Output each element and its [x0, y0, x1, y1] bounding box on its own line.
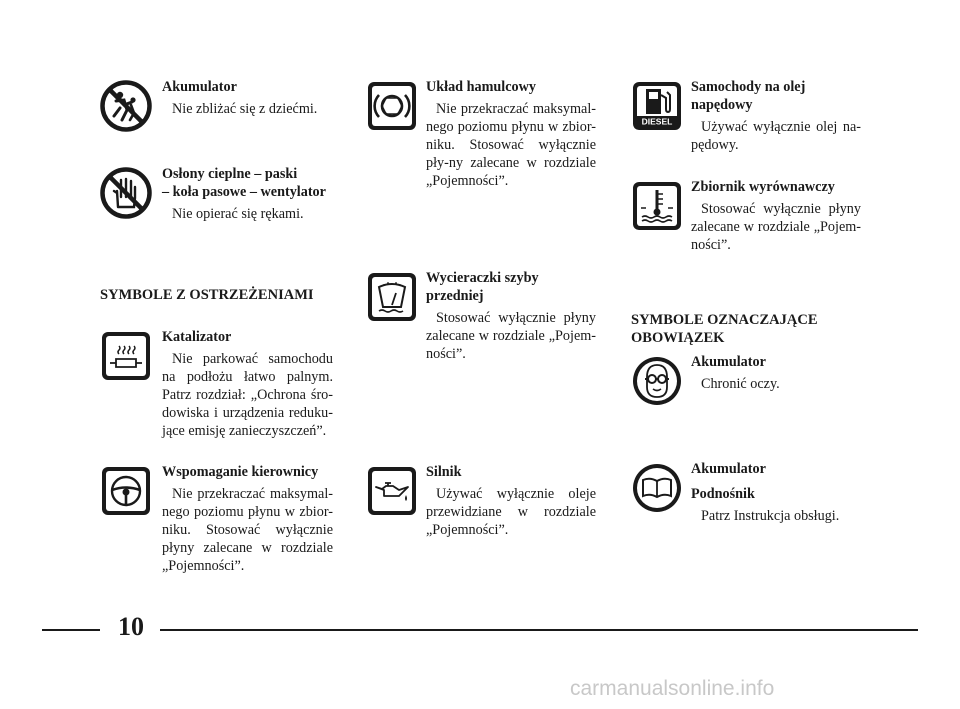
entry-body: Chronić oczy.: [701, 376, 780, 392]
section-heading-obligations: [631, 311, 818, 347]
entry-title: – koła pasowe – wentylator: [162, 184, 326, 200]
entry-body: Nie parkować samochodu na podłożu łatwo palnym. Patrz rozdział: „Ochrona śro-dowiska i urządzenia reduku-jące emisję zanieczyszczeń”.: [162, 351, 333, 439]
entry-body: Używać wyłącznie oleje przewidziane w rozdziale „Pojemności”.: [426, 486, 596, 538]
watermark: carmanualsonline.info: [570, 677, 775, 700]
entry-title: Układ hamulcowy: [426, 79, 536, 95]
entry-body: Stosować wyłącznie płyny zalecane w rozdziale „Pojem-ności”.: [426, 310, 596, 362]
entry-title: Akumulator: [691, 354, 766, 370]
diesel-label: DIESEL: [641, 116, 673, 127]
steering-wheel-icon: [100, 465, 152, 517]
entry-title: Silnik: [426, 464, 462, 480]
no-children-icon: [100, 80, 152, 132]
entry-title: Katalizator: [162, 329, 232, 345]
entry-body: Używać wyłącznie olej na-pędowy.: [691, 119, 861, 153]
entry-title: Osłony cieplne – paski: [162, 166, 298, 182]
entry-title: Akumulator: [162, 79, 237, 95]
entry-title: napędowy: [691, 97, 753, 113]
section-heading-warnings: SYMBOLE Z OSTRZEŻENIAMI: [100, 287, 314, 303]
footer-rule-left: [42, 629, 100, 631]
entry-body: Nie przekraczać maksymal-nego poziomu płynu w zbior-niku. Stosować wyłącznie pły-ny zalecane w rozdziale „Pojemności”.: [426, 101, 596, 189]
entry-body: Patrz Instrukcja obsługi.: [701, 508, 840, 524]
entry-body: Nie zbliżać się z dziećmi.: [172, 101, 318, 117]
oil-can-icon: [366, 465, 418, 517]
heading-line: SYMBOLE OZNACZAJĄCE: [631, 312, 818, 328]
footer-rule-right: [160, 629, 918, 631]
entry-body: Stosować wyłącznie płyny zalecane w rozdziale „Pojem-ności”.: [691, 201, 861, 253]
manual-book-icon: [631, 462, 683, 514]
entry-title: przedniej: [426, 288, 484, 304]
entry-body: Nie opierać się rękami.: [172, 206, 304, 222]
diesel-pump-icon: [631, 80, 683, 132]
heading-line: OBOWIĄZEK: [631, 330, 725, 346]
entry-title: Akumulator: [691, 461, 766, 477]
entry-title: Wspomaganie kierownicy: [162, 464, 319, 480]
entry-title: Zbiornik wyrównawczy: [691, 179, 835, 195]
entry-title: Samochody na olej: [691, 79, 806, 95]
washer-icon: [366, 271, 418, 323]
catalyst-icon: [100, 330, 152, 382]
goggles-icon: [631, 355, 683, 407]
coolant-icon: [631, 180, 683, 232]
page-number: 10: [118, 612, 144, 641]
no-hand-icon: [100, 167, 152, 219]
entry-title: Wycieraczki szyby: [426, 270, 539, 286]
entry-body: Nie przekraczać maksymal-nego poziomu płynu w zbior-niku. Stosować wyłącznie płyny zalecane w rozdziale „Pojemności”.: [162, 486, 333, 574]
entry-title: Podnośnik: [691, 486, 755, 502]
brake-icon: [366, 80, 418, 132]
